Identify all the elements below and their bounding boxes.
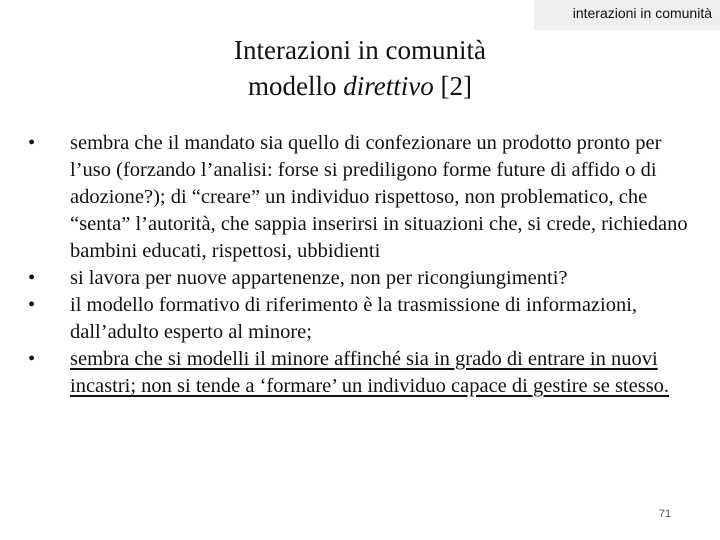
bullet-list: [0, 130, 720, 400]
bullet-item: [28, 265, 690, 292]
bullet-marker: •: [28, 294, 36, 316]
bullet-text: sembra che si modelli il minore affinché sia in grado di entrare in nuovi incastri; non si tende a ‘formare’ un individuo capace di gestire se stesso.: [70, 348, 670, 397]
bullet-item-underlined: [28, 346, 690, 400]
bullet-text: si lavora per nuove appartenenze, non per ricongiungimenti?: [70, 267, 568, 289]
bullet-text: il modello formativo di riferimento è la trasmissione di informazioni, dall’adulto esperto al minore;: [70, 294, 638, 343]
page-number: 71: [658, 508, 672, 520]
bullet-text: sembra che il mandato sia quello di confezionare un prodotto pronto per l’uso (forzando l’analisi: forse si prediligono forme future di affido o di adozione?); di “creare” un individuo rispettoso, non problematico, che “senta” l’autorità, che sappia inserirsi in situazioni che, si crede, richiedano bambini educati, rispettosi, ubbidienti: [70, 132, 688, 262]
title-line-1: Interazioni in comunità: [234, 35, 486, 65]
bullet-item: [28, 292, 690, 346]
header-tag: interazioni in comunità: [534, 0, 720, 30]
title-line-2-emphasis: direttivo: [343, 71, 434, 101]
bullet-marker: •: [28, 267, 36, 289]
bullet-item: [28, 130, 690, 265]
title-line-2: [150, 68, 570, 104]
bullet-marker: •: [28, 132, 36, 154]
slide-title: [150, 32, 570, 104]
title-line-2-prefix: modello: [248, 71, 344, 101]
title-line-2-suffix: [2]: [433, 71, 472, 101]
bullet-marker: •: [28, 348, 36, 370]
